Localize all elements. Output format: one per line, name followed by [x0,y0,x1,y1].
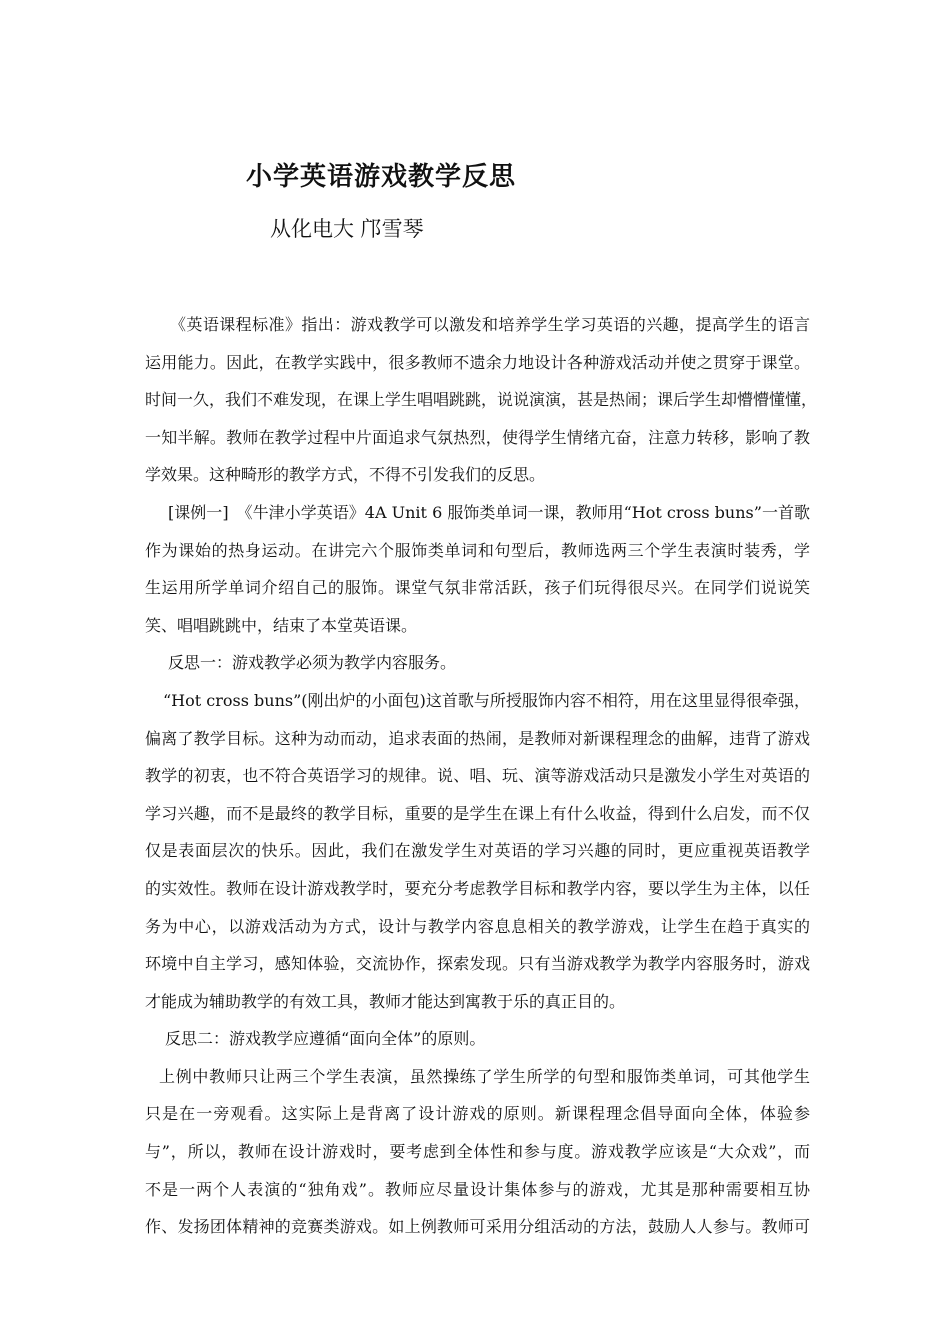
body-line: 仅是表面层次的快乐。因此，我们在激发学生对英语的学习兴趣的同时，更应重视英语教学 [145,841,810,861]
body-line: 《英语课程标准》指出：游戏教学可以激发和培养学生学习英语的兴趣，提高学生的语言 [170,315,810,334]
body-line: 务为中心，以游戏活动为方式，设计与教学内容息息相关的教学游戏，让学生在趋于真实的 [145,916,810,936]
body-line: 学效果。这种畸形的教学方式，不得不引发我们的反思。 [145,465,546,485]
body-line: 运用能力。因此，在教学实践中，很多教师不遗余力地设计各种游戏活动并使之贯穿于课堂。 [145,352,810,372]
body-line: 上例中教师只让两三个学生表演，虽然操练了学生所学的句型和服饰类单词，可其他学生 [159,1066,810,1086]
document-body [145,306,818,1246]
body-line: 与”，所以，教师在设计游戏时，要考虑到全体性和参与度。游戏教学应该是“大众戏”，而 [145,1142,810,1162]
document-author: 从化电大 邝雪琴 [270,217,424,241]
body-line: 时间一久，我们不难发现，在课上学生唱唱跳跳，说说演演，甚是热闹；课后学生却懵懵懂懂， [145,390,818,410]
body-line: “Hot cross buns”(刚出炉的小面包)这首歌与所授服饰内容不相符，用在这里显得很牵强， [163,690,810,710]
section-heading: 反思二：游戏教学应遵循“面向全体”的原则。 [165,1029,486,1049]
body-line: 只是在一旁观看。这实际上是背离了设计游戏的原则。新课程理念倡导面向全体，体验参 [145,1104,810,1124]
body-line: [课例一] 《牛津小学英语》4A Unit 6 服饰类单词一课，教师用“Hot cross buns”一首歌 [168,502,810,522]
body-line: 偏离了教学目标。这种为动而动，追求表面的热闹，是教师对新课程理念的曲解，违背了游戏 [145,728,810,748]
body-line: 作为课始的热身运动。在讲完六个服饰类单词和句型后，教师选两三个学生表演时装秀，学 [145,540,810,560]
document-title: 小学英语游戏教学反思 [246,162,517,192]
section-heading: 反思一：游戏教学必须为教学内容服务。 [168,653,457,673]
body-line: 的实效性。教师在设计游戏教学时，要充分考虑教学目标和教学内容，要以学生为主体，以任 [145,878,810,898]
body-line: 生运用所学单词介绍自己的服饰。课堂气氛非常活跃，孩子们玩得很尽兴。在同学们说说笑 [145,578,810,598]
body-line: 学习兴趣，而不是最终的教学目标，重要的是学生在课上有什么收益，得到什么启发，而不仅 [145,803,810,823]
body-line: 教学的初衷，也不符合英语学习的规律。说、唱、玩、演等游戏活动只是激发小学生对英语的 [145,766,810,786]
body-line: 才能成为辅助教学的有效工具，教师才能达到寓教于乐的真正目的。 [145,991,626,1011]
body-line: 笑、唱唱跳跳中，结束了本堂英语课。 [145,615,418,635]
body-line: 不是一两个人表演的“独角戏”。教师应尽量设计集体参与的游戏，尤其是那种需要相互协 [145,1179,810,1199]
body-line: 作、发扬团体精神的竞赛类游戏。如上例教师可采用分组活动的方法，鼓励人人参与。教师可 [145,1217,810,1237]
body-line: 环境中自主学习，感知体验，交流协作，探索发现。只有当游戏教学为教学内容服务时，游戏 [145,954,810,974]
body-line: 一知半解。教师在教学过程中片面追求气氛热烈，使得学生情绪亢奋，注意力转移，影响了教 [145,427,810,447]
